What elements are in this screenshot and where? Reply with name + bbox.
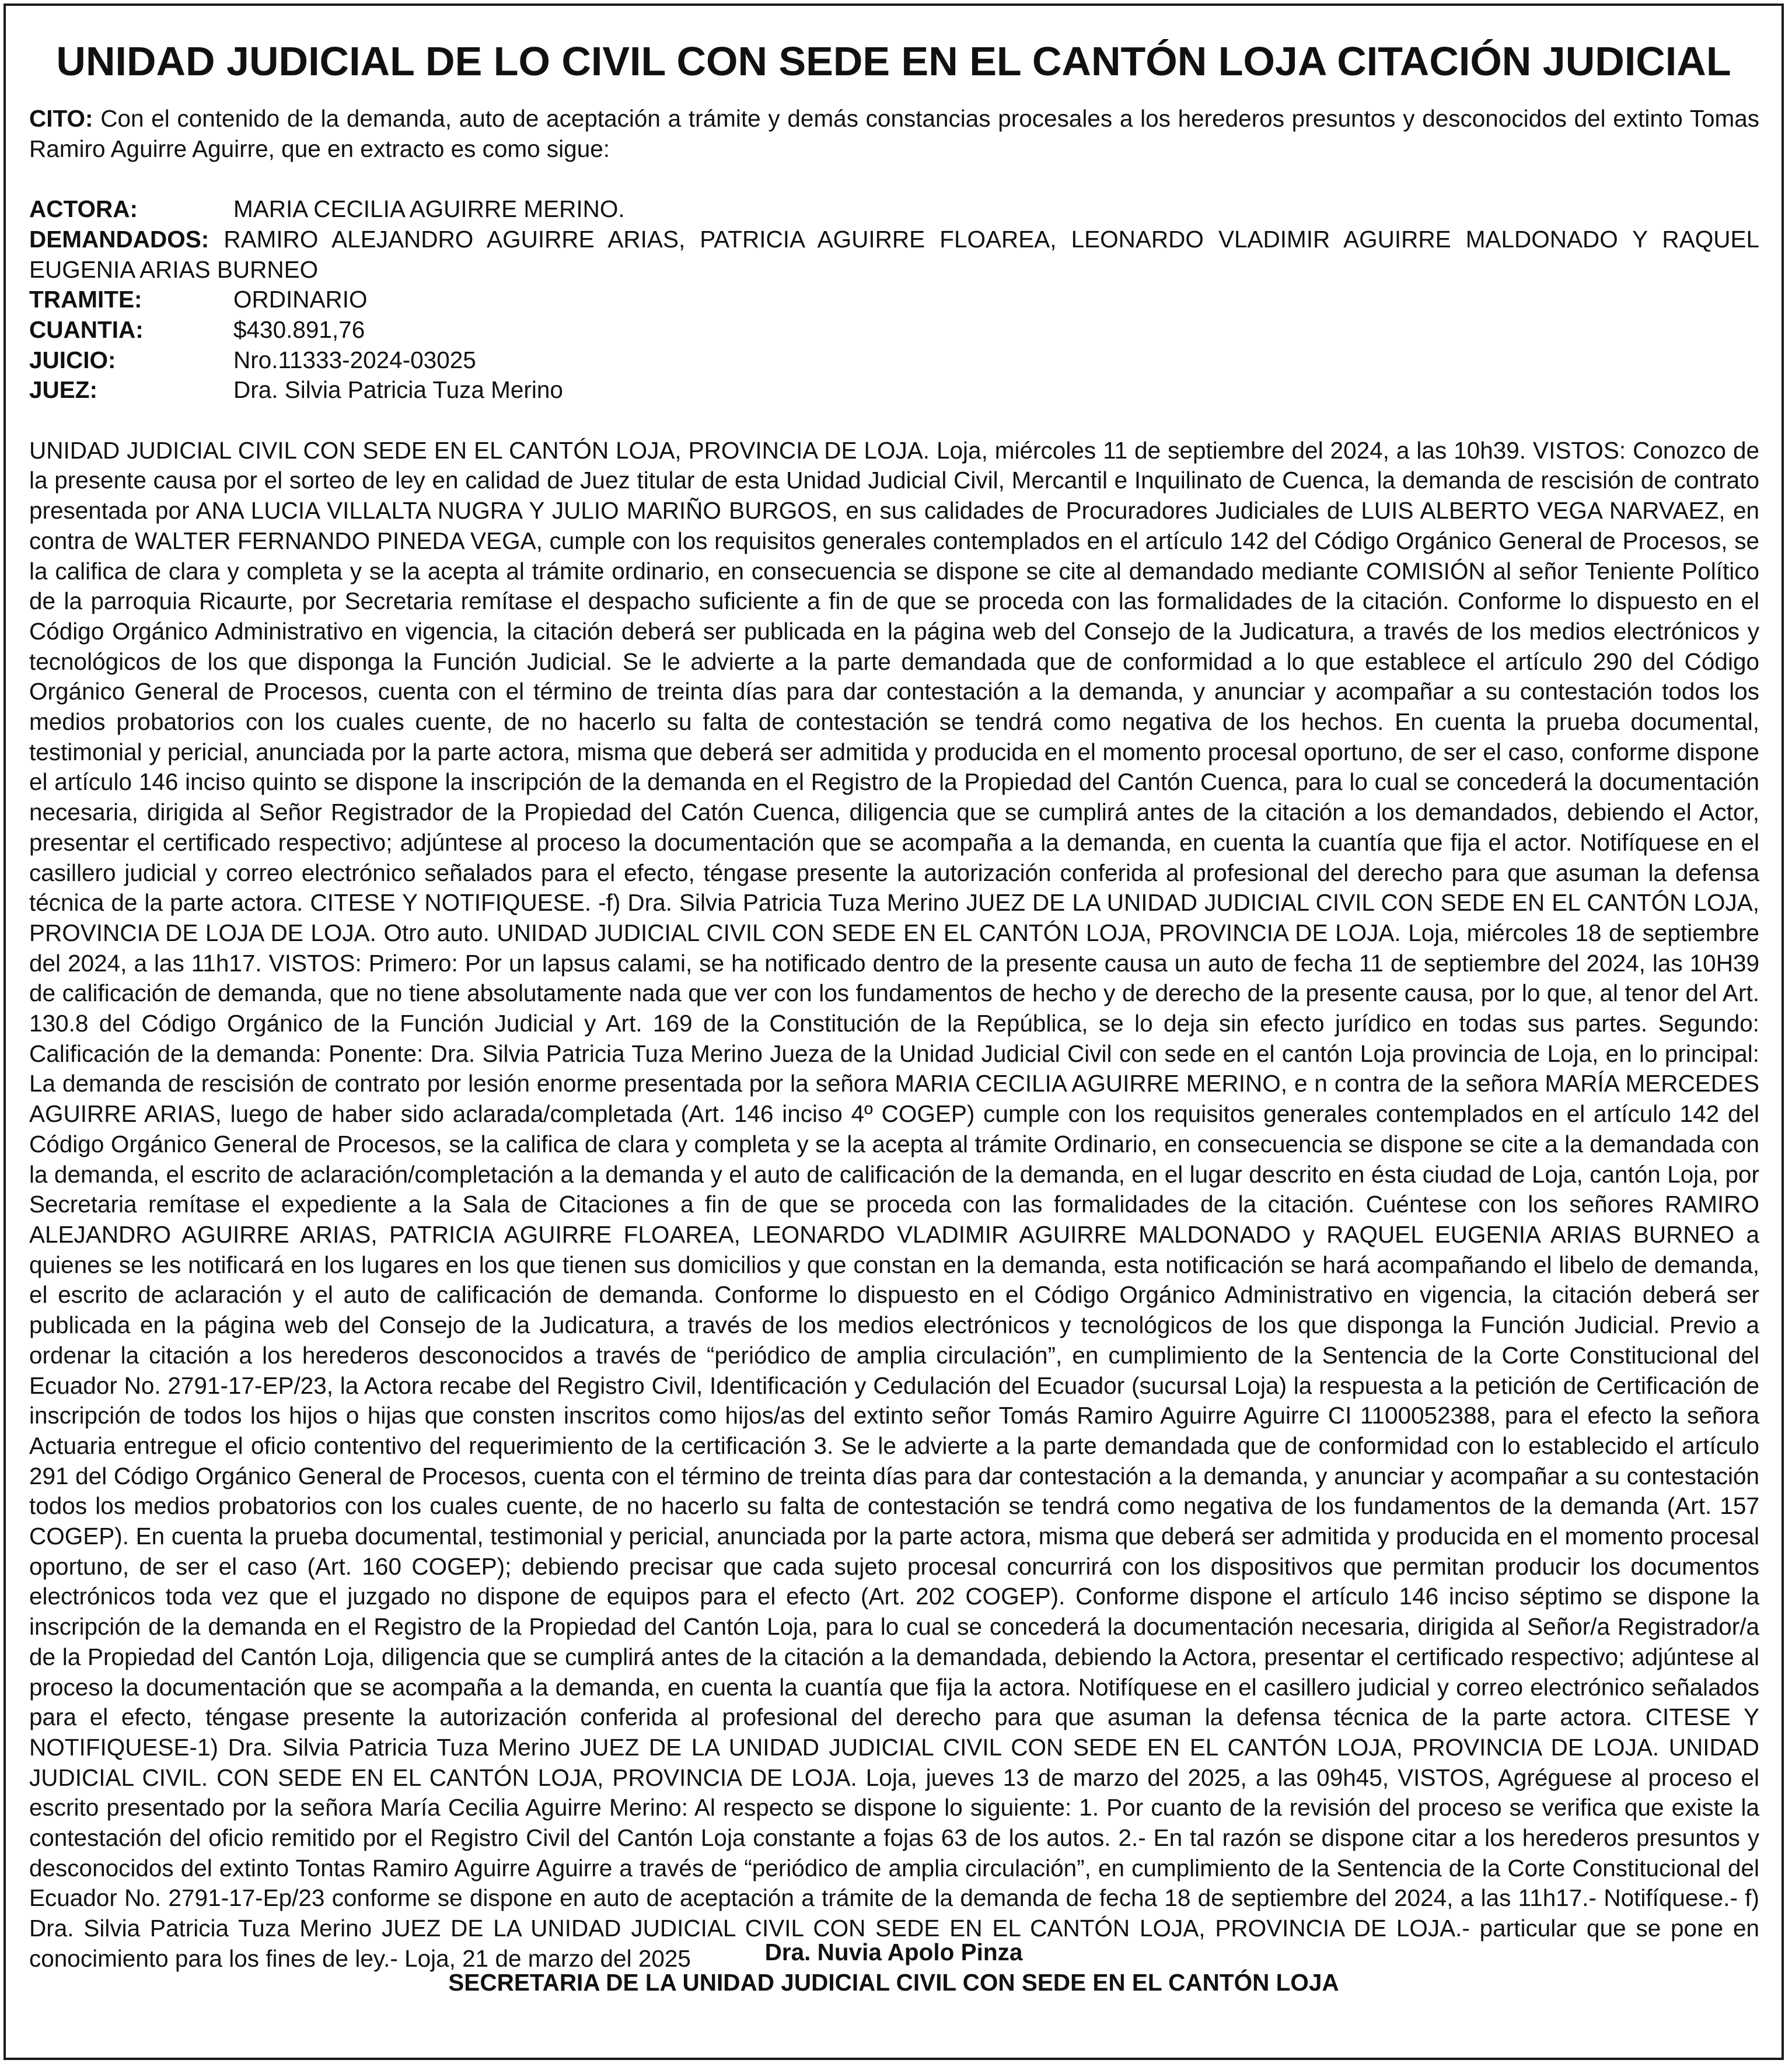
signature-block — [6, 1937, 1781, 1998]
field-actora — [29, 194, 1759, 225]
field-cuantia — [29, 315, 1759, 345]
field-label-juicio: JUICIO: — [29, 346, 116, 373]
document-content — [29, 104, 1759, 1974]
field-value-demandados: RAMIRO ALEJANDRO AGUIRRE ARIAS, PATRICIA AGUIRRE FLOAREA, LEONARDO VLADIMIR AGUIRRE MALDONADO Y RAQUEL EUGENIA ARIAS BURNEO — [29, 225, 1759, 283]
field-value-tramite: ORDINARIO — [233, 286, 368, 313]
citation-notice — [4, 4, 1784, 2060]
document-title: UNIDAD JUDICIAL DE LO CIVIL CON SEDE EN EL CANTÓN LOJA CITACIÓN JUDICIAL — [56, 39, 1731, 84]
field-label-cuantia: CUANTIA: — [29, 316, 144, 343]
field-demandados — [29, 225, 1759, 285]
signatory-name: Dra. Nuvia Apolo Pinza — [764, 1939, 1023, 1965]
body-paragraph: UNIDAD JUDICIAL CIVIL CON SEDE EN EL CANTÓN LOJA, PROVINCIA DE LOJA. Loja, miércoles 11 de septiembre del 2024, a las 10h39. VISTOS: Conozco de la presente causa por el sorteo de ley en calidad de Juez titular de esta Unidad Judicial Civil, Mercantil e Inquilinato de Cuenca, la demanda de rescisión de contrato presentada por ANA LUCIA VILLALTA NUGRA Y JULIO MARIÑO BURGOS, en sus calidades de Procuradores Judiciales de LUIS ALBERTO VEGA NARVAEZ, en contra de WALTER FERNANDO PINEDA VEGA, cumple con los requisitos generales contemplados en el artículo 142 del Código Orgánico General de Procesos, se la califica de clara y completa y se la acepta al trámite ordinario, en consecuencia se dispone se cite al demandado mediante COMISIÓN al señor Teniente Político de la parroquia Ricaurte, por Secretaria remítase el despacho suficiente a fin de que se proceda con las formalidades de la citación. Conforme lo dispuesto en el Código Orgánico Administrativo en vigencia, la citación deberá ser publicada en la página web del Consejo de la Judicatura, a través de los medios electrónicos y tecnológicos de los que disponga la Función Judicial. Se le advierte a la parte demandada que de conformidad a lo que establece el artículo 290 del Código Orgánico General de Procesos, cuenta con el término de treinta días para dar contestación a la demanda, y anunciar y acompañar a su contestación todos los medios probatorios con los cuales cuente, de no hacerlo su falta de contestación se tendrá como negativa de los hechos. En cuenta la prueba documental, testimonial y pericial, anunciada por la parte actora, misma que deberá ser admitida y producida en el momento procesal oportuno, de ser el caso, conforme dispone el artículo 146 inciso quinto se dispone la inscripción de la demanda en el Registro de la Propiedad del Cantón Cuenca, para lo cual se concederá la documentación necesaria, dirigida al Señor Registrador de la Propiedad del Catón Cuenca, diligencia que se cumplirá antes de la citación a los demandados, debiendo el Actor, presentar el certificado respectivo; adjúntese al proceso la documentación que se acompaña a la demanda, en cuenta la cuantía que fija el actor. Notifíquese en el casillero judicial y correo electrónico señalados para el efecto, téngase presente la autorización conferida al profesional del derecho para que asuman la defensa técnica de la parte actora. CITESE Y NOTIFIQUESE. -f) Dra. Silvia Patricia Tuza Merino JUEZ DE LA UNIDAD JUDICIAL CIVIL CON SEDE EN EL CANTÓN LOJA, PROVINCIA DE LOJA DE LOJA. Otro auto. UNIDAD JUDICIAL CIVIL CON SEDE EN EL CANTÓN LOJA, PROVINCIA DE LOJA. Loja, miércoles 18 de septiembre del 2024, a las 11h17. VISTOS: Primero: Por un lapsus calami, se ha notificado dentro de la presente causa un auto de fecha 11 de septiembre del 2024, las 10H39 de calificación de demanda, que no tiene absolutamente nada que ver con los fundamentos de hecho y de derecho de la presente causa, por lo que, al tenor del Art. 130.8 del Código Orgánico de la Función Judicial y Art. 169 de la Constitución de la República, se lo deja sin efecto jurídico en todas sus partes. Segundo: Calificación de la demanda: Ponente: Dra. Silvia Patricia Tuza Merino Jueza de la Unidad Judicial Civil con sede en el cantón Loja provincia de Loja, en lo principal: La demanda de rescisión de contrato por lesión enorme presentada por la señora MARIA CECILIA AGUIRRE MERINO, e n contra de la señora MARÍA MERCEDES AGUIRRE ARIAS, luego de haber sido aclarada/completada (Art. 146 inciso 4º COGEP) cumple con los requisitos generales contemplados en el artículo 142 del Código Orgánico General de Procesos, se la califica de clara y completa y se la acepta al trámite Ordinario, en consecuencia se dispone se cite a la demandada con la demanda, el escrito de aclaración/completación a la demanda y el auto de calificación de la demanda, en el lugar descrito en ésta ciudad de Loja, cantón Loja, por Secretaria remítase el expediente a la Sala de Citaciones a fin de que se proceda con las formalidades de la citación. Cuéntese con los señores RAMIRO ALEJANDRO AGUIRRE ARIAS, PATRICIA AGUIRRE FLOAREA, LEONARDO VLADIMIR AGUIRRE MALDONADO y RAQUEL EUGENIA ARIAS BURNEO a quienes se les notificará en los lugares en los que tienen sus domicilios y que constan en la demanda, esta notificación se hará acompañando el libelo de demanda, el escrito de aclaración y el auto de calificación de demanda. Conforme lo dispuesto en el Código Orgánico Administrativo en vigencia, la citación deberá ser publicada en la página web del Consejo de la Judicatura, a través de los medios electrónicos y tecnológicos de los que disponga la Función Judicial. Previo a ordenar la citación a los herederos desconocidos a través de “periódico de amplia circulación”, en cumplimiento de la Sentencia de la Corte Constitucional del Ecuador No. 2791-17-EP/23, la Actora recabe del Registro Civil, Identificación y Cedulación del Ecuador (sucursal Loja) la respuesta a la petición de Certificación de inscripción de todos los hijos o hijas que consten inscritos como hijos/as del extinto señor Tomás Ramiro Aguirre Aguirre CI 1100052388, para el efecto la señora Actuaria entregue el oficio contentivo del requerimiento de la certificación 3. Se le advierte a la parte demandada que de conformidad con lo establecido el artículo 291 del Código Orgánico General de Procesos, cuenta con el término de treinta días para dar contestación a la demanda, y anunciar y acompañar a su contestación todos los medios probatorios con los cuales cuente, de no hacerlo su falta de contestación se tendrá como negativa de los fundamentos de la demanda (Art. 157 COGEP). En cuenta la prueba documental, testimonial y pericial, anunciada por la parte actora, misma que deberá ser admitida y producida en el momento procesal oportuno, de ser el caso (Art. 160 COGEP); debiendo precisar que cada sujeto procesal concurrirá con los dispositivos que permitan producir los documentos electrónicos toda vez que el juzgado no dispone de equipos para el efecto (Art. 202 COGEP). Conforme dispone el artículo 146 inciso séptimo se dispone la inscripción de la demanda en el Registro de la Propiedad del Cantón Loja, para lo cual se concederá la documentación necesaria, dirigida al Señor/a Registrador/a de la Propiedad del Cantón Loja, diligencia que se cumplirá antes de la citación a la demandada, debiendo la Actora, presentar el certificado respectivo; adjúntese al proceso la documentación que se acompaña a la demanda, en cuenta la cuantía que fija la actora. Notifíquese en el casillero judicial y correo electrónico señalados para el efecto, téngase presente la autorización conferida al profesional del derecho para que asuman la defensa técnica de la parte actora. CITESE Y NOTIFIQUESE-1) Dra. Silvia Patricia Tuza Merino JUEZ DE LA UNIDAD JUDICIAL CIVIL CON SEDE EN EL CANTÓN LOJA, PROVINCIA DE LOJA. UNIDAD JUDICIAL CIVIL. CON SEDE EN EL CANTÓN LOJA, PROVINCIA DE LOJA. Loja, jueves 13 de marzo del 2025, a las 09h45, VISTOS, Agréguese al proceso el escrito presentado por la señora María Cecilia Aguirre Merino: Al respecto se dispone lo siguiente: 1. Por cuanto de la revisión del proceso se verifica que existe la contestación del oficio remitido por el Registro Civil del Cantón Loja constante a fojas 63 de los autos. 2.- En tal razón se dispone citar a los herederos presuntos y desconocidos del extinto Tontas Ramiro Aguirre Aguirre a través de “periódico de amplia circulación”, en cumplimiento de la Sentencia de la Corte Constitucional del Ecuador No. 2791-17-Ep/23 conforme se dispone en auto de aceptación a trámite de la demanda de fecha 18 de septiembre del 2024, a las 11h17.- Notifíquese.- f) Dra. Silvia Patricia Tuza Merino JUEZ DE LA UNIDAD JUDICIAL CIVIL CON SEDE EN EL CANTÓN LOJA, PROVINCIA DE LOJA.- particular que se pone en conocimiento para los fines de ley.- Loja, 21 de marzo del 2025 — [29, 436, 1759, 1972]
intro-paragraph — [29, 104, 1759, 164]
field-value-juicio: Nro.11333-2024-03025 — [233, 346, 476, 373]
intro-text: Con el contenido de la demanda, auto de aceptación a trámite y demás constancias procesales a los herederos presuntos y desconocidos del extinto Tomas Ramiro Aguirre Aguirre, que en extracto es como sigue: — [29, 105, 1759, 162]
field-label-juez: JUEZ: — [29, 376, 98, 404]
case-fields — [29, 194, 1759, 405]
field-value-cuantia: $430.891,76 — [233, 316, 365, 343]
field-juicio — [29, 345, 1759, 376]
field-label-demandados: DEMANDADOS: — [29, 225, 209, 253]
field-value-actora: MARIA CECILIA AGUIRRE MERINO. — [233, 195, 625, 223]
field-tramite — [29, 285, 1759, 315]
signatory-position: SECRETARIA DE LA UNIDAD JUDICIAL CIVIL CON SEDE EN EL CANTÓN LOJA — [448, 1969, 1339, 1996]
field-label-tramite: TRAMITE: — [29, 286, 142, 313]
field-juez — [29, 375, 1759, 405]
field-label-actora: ACTORA: — [29, 195, 138, 223]
field-value-juez: Dra. Silvia Patricia Tuza Merino — [233, 376, 563, 404]
intro-label: CITO: — [29, 105, 93, 132]
